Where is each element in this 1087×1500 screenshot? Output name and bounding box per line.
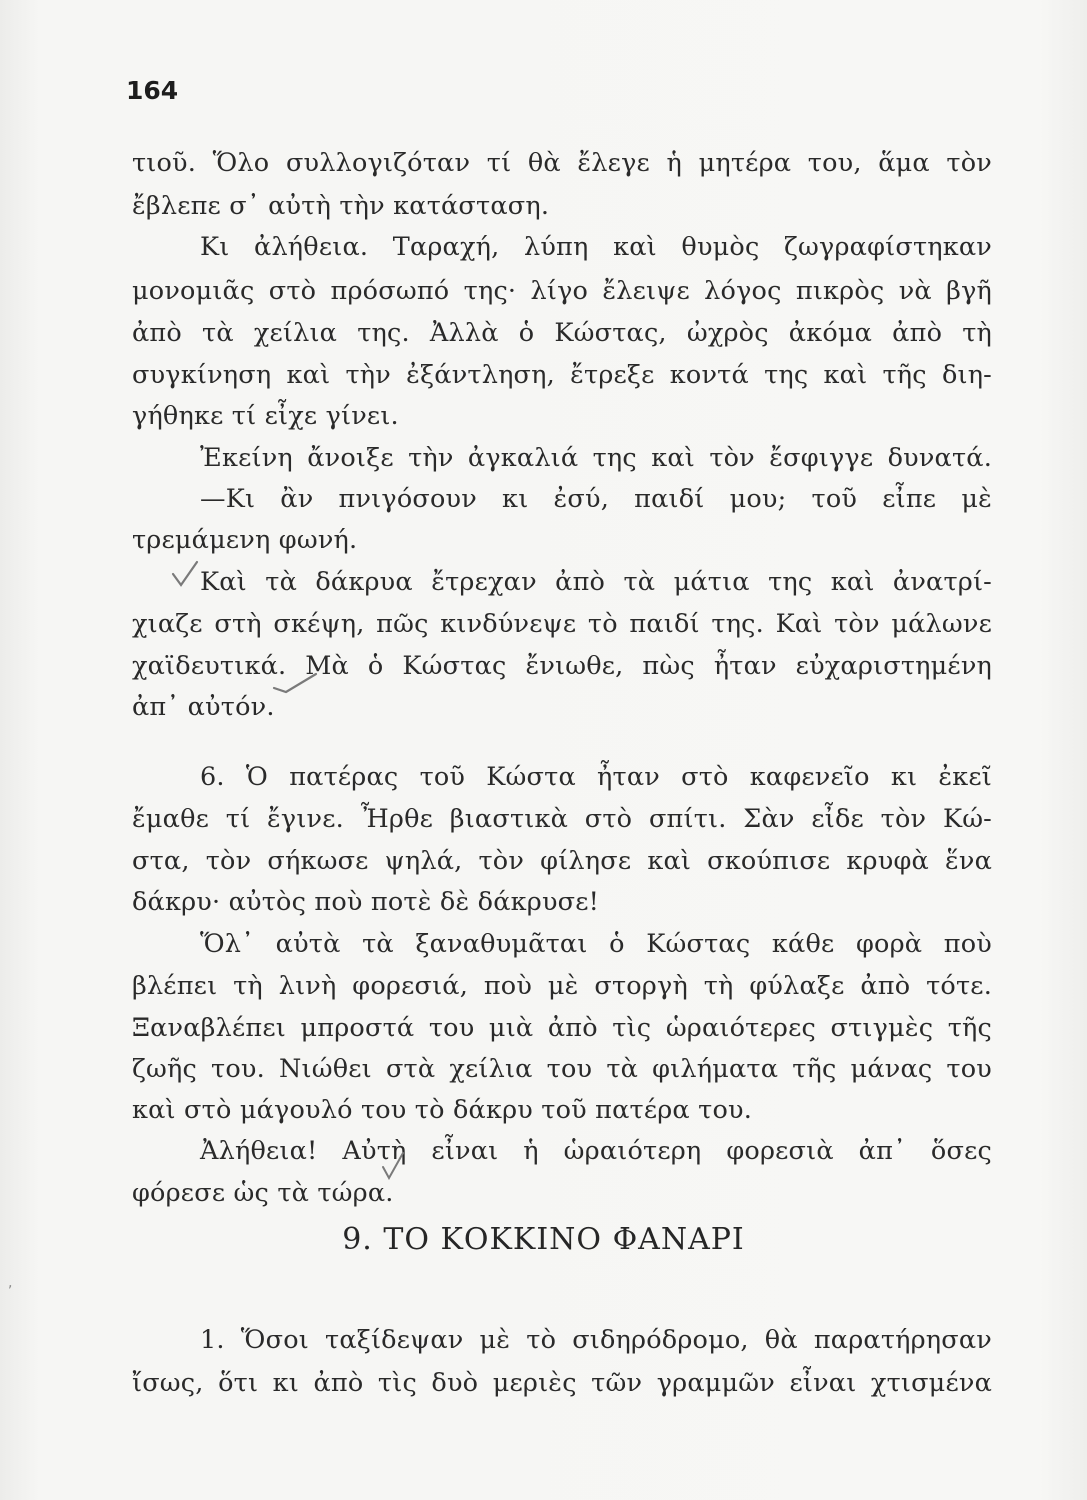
text-line: —Κι ἂν πνιγόσουν κι ἐσύ, παιδί μου; τοῦ εἶπε μὲ (200, 484, 992, 514)
text-line: ἀπ᾿ αὐτόν. (132, 692, 275, 722)
text-line: Ἐκείνη ἄνοιξε τὴν ἀγκαλιά της καὶ τὸν ἔσφιγγε δυνατά. (200, 443, 992, 473)
text-line: ἀπὸ τὰ χείλια της. Ἀλλὰ ὁ Κώστας, ὠχρὸς ἀκόμα ἀπὸ τὴ (132, 318, 992, 348)
text-line: ἴσως, ὅτι κι ἀπὸ τὶς δυὸ μεριὲς τῶν γραμμῶν εἶναι χτισμένα (132, 1368, 992, 1398)
text-line: Ὅλ᾿ αὐτὰ τὰ ξαναθυμᾶται ὁ Κώστας κάθε φορὰ ποὺ (200, 929, 992, 959)
text-line: καὶ στὸ μάγουλό του τὸ δάκρυ τοῦ πατέρα του. (132, 1095, 753, 1125)
text-line: ἔβλεπε σ᾿ αὐτὴ τὴν κατάσταση. (132, 191, 550, 221)
text-line: 6. Ὁ πατέρας τοῦ Κώστα ἦταν στὸ καφενεῖο κι ἐκεῖ (200, 762, 992, 792)
pencil-checkmark-icon (272, 668, 318, 698)
text-line: μονομιᾶς στὸ πρόσωπό της· λίγο ἔλειψε λόγος πικρὸς νὰ βγῆ (132, 276, 992, 306)
pencil-checkmark-icon (170, 558, 200, 588)
text-line: Καὶ τὰ δάκρυα ἔτρεχαν ἀπὸ τὰ μάτια της καὶ ἀνατρί- (200, 567, 992, 597)
chapter-heading: 9. ΤΟ ΚΟΚΚΙΝΟ ΦΑΝΑΡΙ (342, 1222, 745, 1257)
text-line: Ἀλήθεια! Αὐτὴ εἶναι ἡ ὡραιότερη φορεσιὰ ἀπ᾿ ὅσες (200, 1136, 992, 1166)
text-line: ἔμαθε τί ἔγινε. Ἦρθε βιαστικὰ στὸ σπίτι. Σὰν εἶδε τὸν Κώ- (132, 804, 992, 834)
text-line: δάκρυ· αὐτὸς ποὺ ποτὲ δὲ δάκρυσε! (132, 887, 600, 917)
text-line: συγκίνηση καὶ τὴν ἐξάντληση, ἔτρεξε κοντά της καὶ τῆς διη- (132, 360, 992, 390)
text-line: στα, τὸν σήκωσε ψηλά, τὸν φίλησε καὶ σκούπισε κρυφὰ ἕνα (132, 846, 992, 876)
scan-speck-icon: , (8, 1275, 13, 1291)
text-line: τρεμάμενη φωνή. (132, 525, 358, 555)
text-line: ζωῆς του. Νιώθει στὰ χείλια του τὰ φιλήματα τῆς μάνας του (132, 1054, 992, 1084)
text-line: χιαζε στὴ σκέψη, πῶς κινδύνεψε τὸ παιδί της. Καὶ τὸν μάλωνε (132, 609, 992, 639)
text-line: Ξαναβλέπει μπροστά του μιὰ ἀπὸ τὶς ὡραιότερες στιγμὲς τῆς (132, 1013, 992, 1043)
text-line: χαϊδευτικά. Μὰ ὁ Κώστας ἔνιωθε, πὼς ἦταν εὐχαριστημένη (132, 651, 992, 681)
text-line: φόρεσε ὡς τὰ τώρα. (132, 1178, 394, 1208)
text-line: Κι ἀλήθεια. Ταραχή, λύπη καὶ θυμὸς ζωγραφίστηκαν (200, 232, 992, 262)
text-line: 1. Ὅσοι ταξίδεψαν μὲ τὸ σιδηρόδρομο, θὰ παρατήρησαν (200, 1325, 992, 1355)
text-line: τιοῦ. Ὅλο συλλογιζόταν τί θὰ ἔλεγε ἡ μητέρα του, ἅμα τὸν (132, 148, 992, 178)
text-line: γήθηκε τί εἶχε γίνει. (132, 401, 399, 431)
pencil-checkmark-icon (380, 1150, 406, 1180)
page-number: 164 (126, 76, 179, 105)
text-line: βλέπει τὴ λινὴ φορεσιά, ποὺ μὲ στοργὴ τὴ φύλαξε ἀπὸ τότε. (132, 971, 992, 1001)
